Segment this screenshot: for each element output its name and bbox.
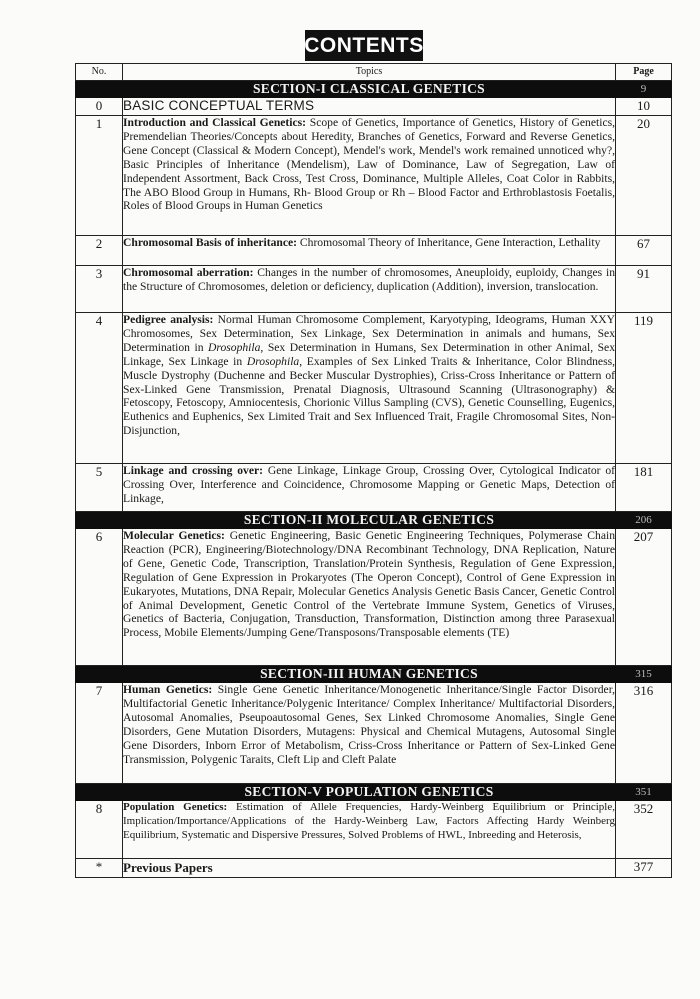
row-page: 316	[616, 683, 672, 784]
row-topic[interactable]: BASIC CONCEPTUAL TERMS	[123, 98, 616, 116]
row-number: 4	[76, 313, 123, 464]
table-header-row	[76, 64, 672, 81]
row-page: 119	[616, 313, 672, 464]
section-page: 351	[616, 784, 672, 801]
row-page: 91	[616, 266, 672, 313]
topic-lead: Linkage and crossing over:	[123, 464, 263, 477]
table-row	[76, 313, 672, 464]
row-topic[interactable]	[123, 313, 616, 464]
table-row	[76, 464, 672, 512]
table-row	[76, 266, 672, 313]
row-page: 10	[616, 98, 672, 116]
topic-text: Estimation of Allele Frequencies, Hardy-Weinberg Equilibrium or Principle, Implication/Importance/Applications of the Hardy-Weinberg Law, Factors Affecting Hardy Weinberg Equilibrium, Systematic and Dispersive Pressures, Solved Problems of HWL, Inbreeding and Heterosis,	[123, 801, 615, 841]
section-row	[76, 666, 672, 683]
row-page: 377	[616, 859, 672, 878]
section-row	[76, 784, 672, 801]
section-row	[76, 81, 672, 98]
row-number: *	[76, 859, 123, 878]
topic-lead: Population Genetics:	[123, 801, 228, 813]
topic-text: Single Gene Genetic Inheritance/Monogenetic Inheritance/Single Factor Disorder, Multifactorial Genetic Inheritance/Polygenic Interitance/ Complex Inheritance/ Multifactorial Disorders, Autosomal Anomalies, Pseupoautosomal Genes, Sex Linked Chromosome Anomalies, Single Gene Disorders, Gene Mutation Disorders, Mutagens: Physical and Chemical Mutagens, Autosomal Single Gene Disorders, Inborn Error of Metabolism, Criss-Cross Inheritance or Pattern of Sex-Linked Gene Transmission, Polygenic Taraits, Cleft Lip and Cleft Palate	[123, 683, 616, 766]
row-number: 3	[76, 266, 123, 313]
row-page: 207	[616, 529, 672, 666]
table-row	[76, 116, 672, 236]
table-row	[76, 801, 672, 859]
contents-title: CONTENTS	[305, 30, 423, 61]
topic-lead: Molecular Genetics:	[123, 529, 225, 542]
table-row	[76, 683, 672, 784]
topic-lead: Introduction and Classical Genetics:	[123, 116, 307, 129]
section-title: SECTION-II MOLECULAR GENETICS	[123, 512, 616, 529]
topic-text: , Examples of Sex Linked Traits & Inheritance, Color Blindness, Muscle Dystrophy (Duchenne and Becker Muscular Dystrophies), Criss-Cross Inheritance or Pattern of Sex-Linked Gene Transmission, Prenatal Diagnosis, Ultrasound Scanning (Ultrasonography) & Fetoscopy, Fetoscopy, Amniocentesis, Chorionic Villus Sampling (CVS), Genetic Counselling, Eugenics, Euthenics and Euphenics, Sex Limited Trait and Sex Influenced Trait, Fragile Chromosomal Sites, Non-Disjunction,	[123, 354, 615, 438]
row-topic[interactable]	[123, 801, 616, 859]
topic-text: Chromosomal Theory of Inheritance, Gene Interaction, Lethality	[297, 236, 601, 249]
row-topic[interactable]: Previous Papers	[123, 859, 616, 878]
row-number: 2	[76, 236, 123, 266]
topic-lead: Human Genetics:	[123, 683, 213, 696]
row-number: 1	[76, 116, 123, 236]
section-page: 315	[616, 666, 672, 683]
row-number: 6	[76, 529, 123, 666]
topic-lead: Pedigree analysis:	[123, 313, 214, 326]
topic-text: Normal Human Chromosome Complement, Karyotyping, Ideograms, Human XXY Chromosomes, Sex Determination, Sex Linkage, Sex Determination in animals and humans, Sex Determination in	[123, 313, 615, 354]
row-topic[interactable]	[123, 464, 616, 512]
topic-text: Gene Linkage, Linkage Group, Crossing Over, Cytological Indicator of Crossing Over, Interference and Coincidence, Chromosome Mapping or Genetic Maps, Detection of Linkage,	[123, 464, 615, 505]
section-page: 206	[616, 512, 672, 529]
topic-text: Changes in the number of chromosomes, Aneuploidy, euploidy, Changes in the Structure of Chromosomes, deletion or deficiency, duplication (Addition), inversion, translocation.	[123, 266, 616, 293]
contents-table	[75, 63, 672, 878]
topic-text: Scope of Genetics, Importance of Genetics, History of Genetics, Premendelian Theories/Concepts about Heredity, Branches of Genetics, Forward and Reverse Genetics, Gene Concept (Classical & Modern Concept), Mendel's work, Mendel's work remained unnoticed why?, Basic Principles of Inheritance (Mendelism), Law of Dominance, Law of Segregation, Law of Independent Assortment, Back Cross, Test Cross, Dominance, Multiple Alleles, Coat Color in Rabbits, The ABO Blood Group in Humans, Rh- Blood Group or Rh – Blood Factor and Erthroblastosis Foetalis, Roles of Blood Groups in Human Genetics	[123, 116, 615, 213]
header-no: No.	[76, 64, 123, 81]
topic-text: Genetic Engineering, Basic Genetic Engineering Techniques, Polymerase Chain Reaction (PCR), Engineering/Biotechnology/DNA Recombinant Technology, DNA Replication, Nature of Gene, Genetic Code, Transcription, Translation/Protein Synthesis, Regulation of Gene Expression, Regulation of Gene Expression in Prokaryotes (The Operon Concept), Control of Gene Expression in Eukaryotes, Mutations, DNA Repair, Molecular Genetics Analysis Genetic Basis Cancer, Genetic Control of Animal Development, Genetic Control of the Vertebrate Immune System, Genetics of Viruses, Genetics of Bacteria, Conjugation, Transduction, Transformation, Distinction among three Parasexual Process, Mobile Elements/Jumping Gene/Transposons/Transposable elements (TE)	[123, 529, 615, 640]
topic-italic-term: Drosophila	[246, 354, 300, 368]
row-page: 67	[616, 236, 672, 266]
table-row	[76, 859, 672, 878]
row-topic[interactable]	[123, 236, 616, 266]
section-page: 9	[616, 81, 672, 98]
section-title: SECTION-I CLASSICAL GENETICS	[123, 81, 616, 98]
row-page: 352	[616, 801, 672, 859]
row-topic[interactable]	[123, 683, 616, 784]
section-title: SECTION-III HUMAN GENETICS	[123, 666, 616, 683]
header-topics: Topics	[123, 64, 616, 81]
topic-text: , Sex Determination in Humans, Sex Determination in other Animal, Sex Linkage, Sex Linkage in	[123, 340, 615, 368]
section-title: SECTION-V POPULATION GENETICS	[123, 784, 616, 801]
row-topic[interactable]	[123, 116, 616, 236]
topic-italic-term: Drosophila	[208, 340, 261, 354]
row-page: 20	[616, 116, 672, 236]
row-page: 181	[616, 464, 672, 512]
row-topic[interactable]	[123, 266, 616, 313]
row-number: 5	[76, 464, 123, 512]
topic-lead: Chromosomal aberration:	[123, 266, 254, 279]
table-row	[76, 98, 672, 116]
table-row	[76, 529, 672, 666]
section-row	[76, 512, 672, 529]
row-topic[interactable]	[123, 529, 616, 666]
row-number: 0	[76, 98, 123, 116]
table-row	[76, 236, 672, 266]
row-number: 8	[76, 801, 123, 859]
row-number: 7	[76, 683, 123, 784]
topic-lead: Chromosomal Basis of inheritance:	[123, 236, 298, 249]
header-page: Page	[616, 64, 672, 81]
